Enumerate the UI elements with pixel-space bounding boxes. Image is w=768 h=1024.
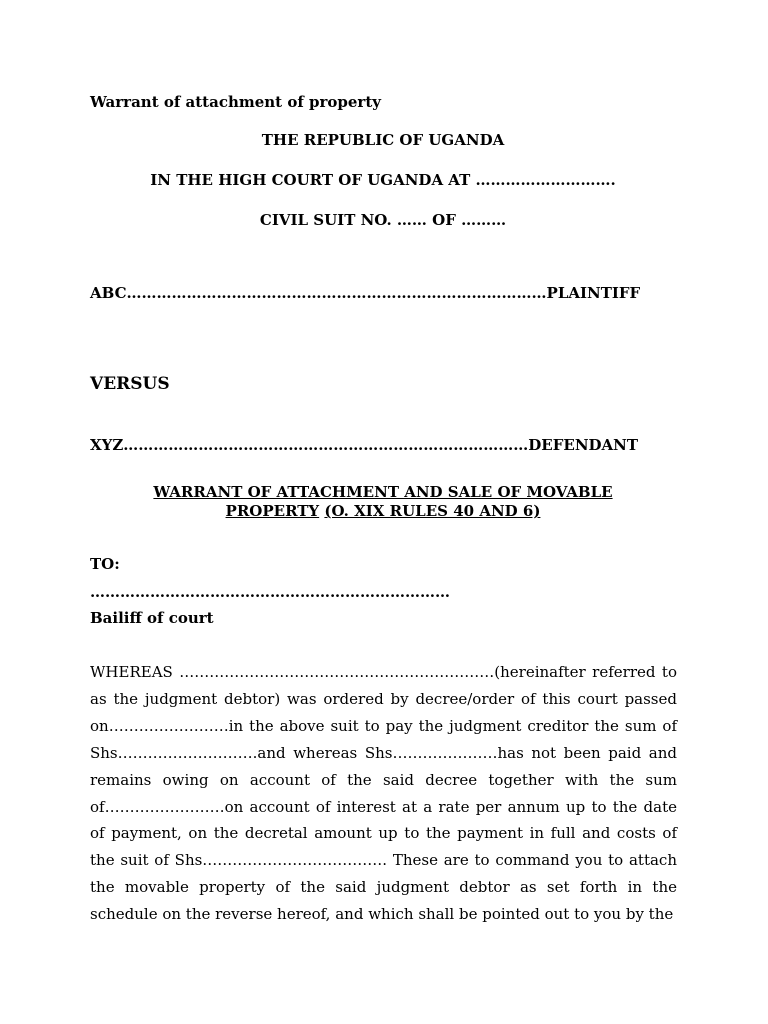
warrant-body-paragraph: WHEREAS ………………………………………………………(hereinafter referred to as the judgment debtor) was ordered by decree/order of this court passed on……………………in the above suit to pay the judgment creditor the sum of Shs……………………….and whereas Shs…………………has not been paid and remains owing on account of the said decree together with the sum of……………………on account of interest at a rate per annum up to the date of payment, on the decretal amount up to the payment in full and costs of the suit of Shs………………………………. These are to command you to attach the movable property of the said judgment debtor as set forth in the schedule on the reverse hereof, and which shall be pointed out to you by the [90,663,677,924]
suit-number: CIVIL SUIT NO. …… OF ……… [259,211,507,229]
versus-label: VERSUS [90,374,170,394]
warrant-title-line2 [90,502,676,521]
warrant-title-line1: WARRANT OF ATTACHMENT AND SALE OF MOVABLE [153,483,613,501]
to-label: TO: [90,555,120,573]
to-recipient-dots: ……………………………………………………………… [90,583,450,601]
plaintiff-line: ABC…………………………………………………………………………PLAINTIFF [90,284,641,302]
warrant-title-property: PROPERTY [225,502,320,520]
defendant-line: XYZ………………………………………………………………………DEFENDANT [90,436,639,454]
bailiff-label: Bailiff of court [90,609,214,627]
court-line: IN THE HIGH COURT OF UGANDA AT ………………………. [150,171,616,189]
warrant-title-rules: (O. XIX RULES 40 AND 6) [324,502,541,520]
republic-title: THE REPUBLIC OF UGANDA [261,131,505,149]
document-heading: Warrant of attachment of property [90,93,381,111]
